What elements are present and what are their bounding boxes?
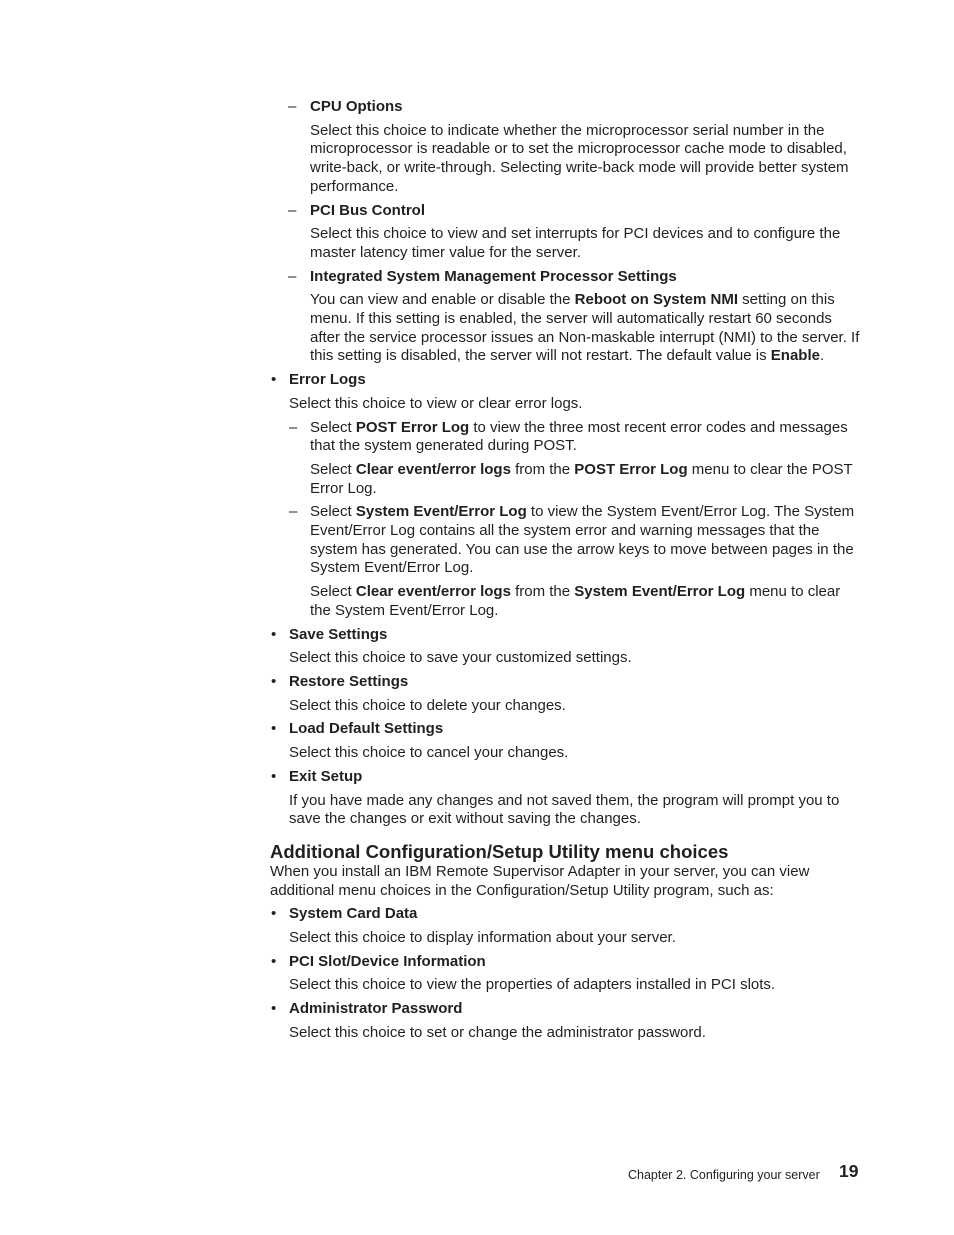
bullet-marker: • — [271, 625, 277, 643]
bold-term: System Event/Error Log — [574, 583, 746, 601]
bullet-marker: • — [271, 371, 277, 389]
post-error-log-clear-text — [310, 461, 860, 498]
bullet-marker: • — [271, 905, 277, 923]
text-run: setting on this menu. If this setting is enabled, the server will automatically restart 60 seconds after the service processor issues an Non-maskable interrupt (NMI) to the server. If this setting is disabled, the server will not restart. The default value is — [310, 291, 860, 365]
cpu-options-item — [288, 98, 860, 197]
text-run: menu to clear the System Event/Error Log. — [310, 583, 841, 619]
load-default-settings-item — [271, 720, 860, 762]
system-event-log-clear-text — [310, 583, 860, 620]
pci-slot-device-description: Select this choice to view the properties of adapters installed in PCI slots. — [289, 976, 776, 994]
exit-setup-item — [271, 767, 860, 829]
restore-settings-description: Select this choice to delete your changes. — [289, 696, 566, 714]
system-card-data-description: Select this choice to display information about your server. — [289, 929, 676, 947]
administrator-password-title: Administrator Password — [289, 1000, 463, 1018]
dash-marker: – — [288, 98, 297, 115]
save-settings-title: Save Settings — [289, 625, 388, 643]
save-settings-item — [271, 625, 860, 668]
save-settings-description: Select this choice to save your customized settings. — [289, 649, 632, 667]
system-card-data-item — [271, 905, 860, 947]
exit-setup-title: Exit Setup — [289, 767, 363, 785]
text-run: Select — [310, 583, 356, 601]
cpu-options-description: Select this choice to indicate whether the microprocessor serial number in the microprocessor is readable or to set the microprocessor cache mode to disabled, write-back, or write-through. Selecting write-back mode will provide better system performance. — [310, 121, 849, 195]
cpu-options-title: CPU Options — [310, 98, 403, 115]
pci-slot-device-title: PCI Slot/Device Information — [289, 952, 486, 970]
bold-term: Clear event/error logs — [355, 583, 511, 601]
page-content — [270, 98, 860, 1048]
footer-chapter-title: Chapter 2. Configuring your server — [628, 1168, 820, 1182]
pci-bus-control-description: Select this choice to view and set interrupts for PCI devices and to configure the master latency timer value for the server. — [310, 225, 841, 261]
system-event-log-item — [289, 503, 860, 620]
administrator-password-item — [271, 1000, 860, 1042]
text-run: to view the System Event/Error Log. The System Event/Error Log contains all the system error and warning messages that the system has generated. You can use the arrow keys to move between pages in the System Event/Error Log. — [310, 503, 855, 577]
text-run: You can view and enable or disable the — [310, 291, 575, 309]
text-run: Select — [310, 460, 356, 478]
section-heading: Additional Configuration/Setup Utility menu choices — [270, 840, 729, 862]
bullet-marker: • — [271, 1000, 277, 1018]
error-logs-subitems — [289, 418, 860, 621]
system-card-data-title: System Card Data — [289, 905, 418, 923]
bullet-marker: • — [271, 952, 277, 970]
load-default-settings-description: Select this choice to cancel your changes. — [289, 744, 569, 762]
error-logs-title: Error Logs — [289, 371, 366, 389]
bold-term: Reboot on System NMI — [574, 291, 738, 309]
section-intro: When you install an IBM Remote Supervisor Adapter in your server, you can view additional menu choices in the Configuration/Setup Utility program, such as: — [270, 862, 810, 899]
load-default-settings-title: Load Default Settings — [289, 720, 444, 738]
text-run: Select — [310, 503, 356, 521]
error-logs-item — [271, 371, 860, 620]
bullet-marker: • — [271, 720, 277, 738]
bold-term: Clear event/error logs — [355, 460, 511, 478]
administrator-password-description: Select this choice to set or change the administrator password. — [289, 1023, 706, 1041]
bullet-marker: • — [271, 672, 277, 690]
text-run: menu to clear the POST Error Log. — [310, 460, 853, 497]
text-run: to view the three most recent error codes and messages that the system generated during POST. — [310, 418, 848, 455]
bullet-marker: • — [271, 767, 277, 785]
bold-term: System Event/Error Log — [355, 503, 527, 521]
error-logs-description: Select this choice to view or clear error logs. — [289, 394, 583, 412]
text-run: . — [819, 347, 825, 365]
post-error-log-text — [310, 419, 860, 456]
system-event-log-text — [310, 503, 860, 578]
pci-bus-control-item — [288, 201, 860, 263]
bold-term: POST Error Log — [355, 418, 470, 436]
restore-settings-title: Restore Settings — [289, 672, 409, 690]
dash-marker: – — [288, 267, 297, 285]
ismp-settings-item — [288, 267, 860, 367]
text-run: from the — [510, 583, 575, 601]
bold-term: Enable — [770, 347, 820, 365]
ismp-settings-title: Integrated System Management Processor Settings — [310, 267, 677, 285]
dash-marker: – — [289, 418, 298, 436]
dash-marker: – — [289, 503, 298, 521]
pci-bus-control-title: PCI Bus Control — [310, 201, 425, 219]
post-error-log-item — [289, 418, 860, 499]
restore-settings-item — [271, 672, 860, 715]
text-run: Select — [310, 418, 356, 436]
pci-slot-device-item — [271, 952, 860, 995]
footer-page-number: 19 — [839, 1161, 859, 1181]
text-run: from the — [510, 460, 575, 478]
exit-setup-description: If you have made any changes and not saved them, the program will prompt you to save the changes or exit without saving the changes. — [289, 791, 840, 828]
ismp-settings-description — [310, 291, 860, 366]
bold-term: POST Error Log — [574, 460, 688, 478]
dash-marker: – — [288, 201, 297, 219]
